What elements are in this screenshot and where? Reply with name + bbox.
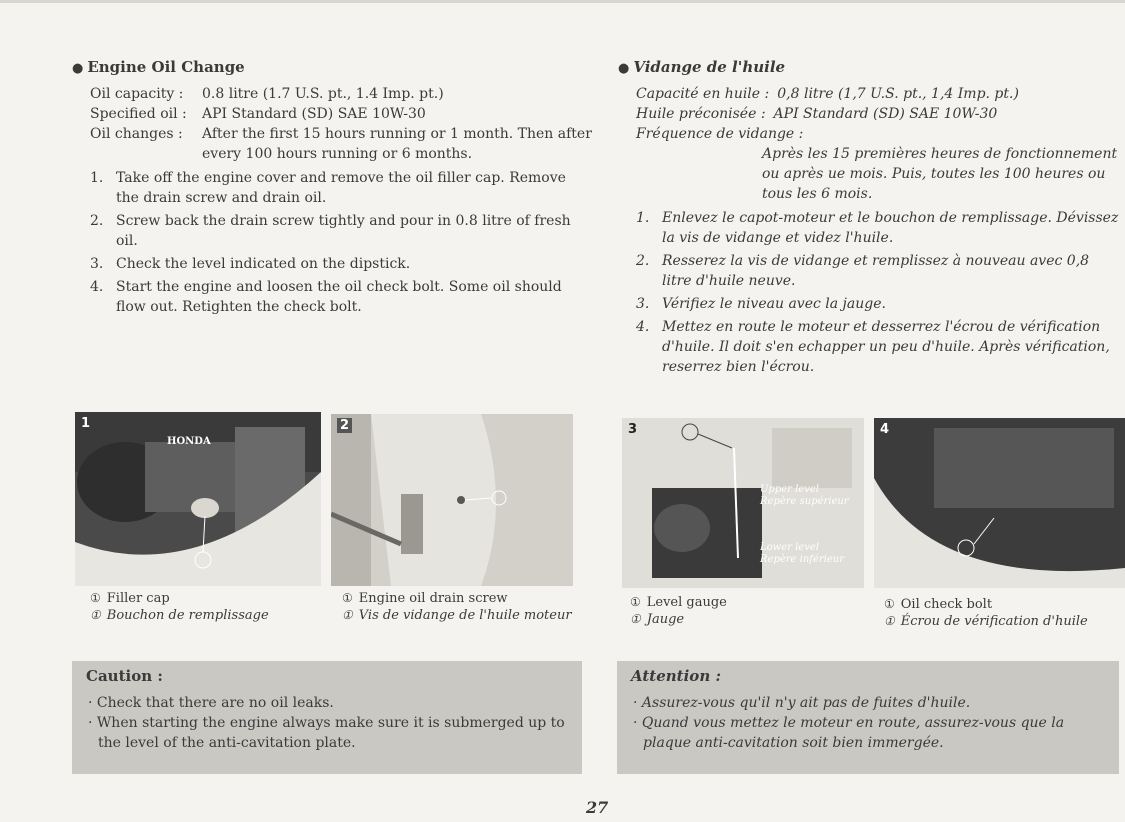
list-item: 2. Screw back the drain screw tightly and pour in 0.8 litre of fresh oil. (90, 213, 571, 249)
list-item: 1. Enlevez le capot-moteur et le bouchon de remplissage. Dévissez la vis de vidange et videz l'huile. (636, 210, 1119, 246)
list-item: 1. Take off the engine cover and remove the oil filler cap. Remove the drain screw and drain oil. (90, 170, 566, 206)
lower-level-label: Lower level Repère inférieur (760, 542, 845, 565)
list-item: 3. Check the level indicated on the dipstick. (90, 256, 411, 272)
spec-label: Huile préconisée : (636, 106, 766, 122)
figure-2-caption: ① Engine oil drain screw ① Vis de vidange de l'huile moteur (342, 591, 572, 623)
spec-value: Après les 15 premières heures de fonctionnement ou après ue mois. Puis, toutes les 100 heures ou tous les 6 mois. (762, 146, 1118, 202)
list-item: · Quand vous mettez le moteur en route, assurez-vous que la plaque anti-cavitation soit bien immergée. (633, 715, 1065, 751)
spec-row (72, 104, 592, 124)
spec-row (618, 104, 1123, 124)
caution-box (72, 661, 582, 774)
figure-1-photo (75, 412, 321, 586)
figure-number: 2 (337, 418, 352, 433)
figure-4-caption: ① Oil check bolt ① Écrou de vérification d'huile (884, 597, 1088, 629)
attention-box (617, 661, 1119, 774)
french-heading: ● Vidange de l'huile (618, 58, 786, 76)
attention-title: Attention : (631, 667, 721, 685)
spec-value: After the first 15 hours running or 1 month. Then after every 100 hours running or 6 months. (202, 126, 592, 162)
english-steps (72, 168, 592, 317)
spec-label: Oil capacity : (90, 86, 184, 102)
figure-1-caption: ① Filler cap ① Bouchon de remplissage (90, 591, 269, 623)
spec-label: Capacité en huile : (636, 86, 770, 102)
list-item: 2. Resserez la vis de vidange et remplissez à nouveau avec 0,8 litre d'huile neuve. (636, 253, 1090, 289)
spec-label: Oil changes : (90, 126, 183, 142)
page-number: 27 (586, 798, 609, 817)
caution-title: Caution : (86, 667, 163, 685)
figure-2-photo (331, 414, 573, 586)
english-specs (72, 84, 592, 164)
spec-row (618, 84, 1123, 104)
figure-number: 1 (81, 416, 91, 431)
spec-value: 0.8 litre (1.7 U.S. pt., 1.4 Imp. pt.) (202, 86, 444, 102)
spec-value: 0,8 litre (1,7 U.S. pt., 1,4 Imp. pt.) (777, 86, 1019, 102)
spec-value: API Standard (SD) SAE 10W-30 (773, 106, 998, 122)
spec-row (72, 84, 592, 104)
list-item: · Assurez-vous qu'il n'y ait pas de fuites d'huile. (633, 695, 971, 711)
list-item: 4. Start the engine and loosen the oil check bolt. Some oil should flow out. Retighten the check bolt. (90, 279, 562, 315)
engine-photo-2 (331, 414, 573, 586)
figure-number: 3 (628, 422, 638, 437)
spec-label: Fréquence de vidange : (636, 126, 804, 142)
figure-number: 4 (880, 422, 890, 437)
spec-row (618, 124, 1123, 204)
english-heading: ● Engine Oil Change (72, 58, 245, 76)
spec-row (72, 124, 592, 164)
top-rule (0, 0, 1125, 3)
list-item: · Check that there are no oil leaks. (88, 695, 334, 711)
figure-3-photo (622, 418, 864, 588)
caution-list (72, 693, 582, 753)
english-column (72, 58, 592, 320)
figure-3-caption: ① Level gauge ① Jauge (630, 595, 727, 627)
figure-4-photo (874, 418, 1125, 588)
list-item: 4. Mettez en route le moteur et desserrez l'écrou de vérification d'huile. Il doit s'en echapper un peu d'huile. Après vérification, reserrez bien l'écrou. (636, 319, 1110, 375)
attention-list (617, 693, 1119, 753)
french-column (618, 58, 1123, 380)
brand-label: HONDA (167, 436, 211, 447)
upper-level-label: Upper level Repère supérieur (760, 484, 849, 507)
spec-label: Specified oil : (90, 106, 187, 122)
list-item: 3. Vérifiez le niveau avec la jauge. (636, 296, 886, 312)
engine-photo-4 (874, 418, 1125, 588)
french-steps (618, 208, 1123, 377)
french-specs (618, 84, 1123, 204)
list-item: · When starting the engine always make sure it is submerged up to the level of the anti-cavitation plate. (88, 715, 565, 751)
spec-value: API Standard (SD) SAE 10W-30 (202, 106, 426, 122)
